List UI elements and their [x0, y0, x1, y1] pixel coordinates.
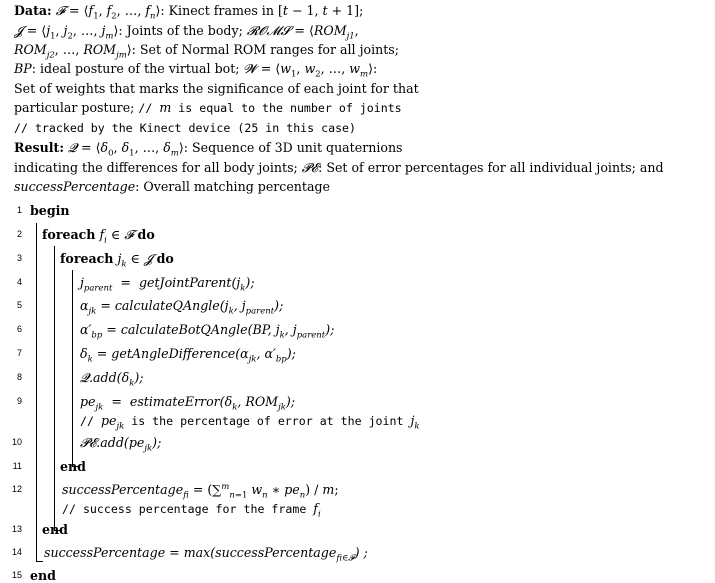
- data-line-3: $ROM_{j2}$, …, $ROM_{jm}⟩$: Set of Normal ROM ranges for all joints;: [14, 42, 399, 61]
- end-outer-foreach: end: [42, 522, 68, 537]
- line-number: 11: [12, 461, 22, 471]
- data-line-6: particular posture; // m is equal to the number of joints: [14, 100, 402, 115]
- algo-line-8: $𝓠.add(\delta_k)$;: [80, 370, 144, 389]
- foreach-joint-bar: [72, 270, 73, 467]
- line-number: 3: [16, 253, 22, 263]
- algo-line-10: $𝓟𝓔.add(pe_{jk})$;: [80, 435, 162, 454]
- foreach-frame-bar: [54, 246, 55, 531]
- begin-keyword: begin: [30, 203, 70, 218]
- line-number: 7: [16, 348, 22, 358]
- comment-line-12: // success percentage for the frame $f_i$: [62, 501, 321, 520]
- line-number: 10: [11, 437, 22, 447]
- begin-block-bar: [36, 223, 37, 562]
- algo-line-14: successPercentage = max(successPercentage$_{fi\in 𝓕}$) ;: [44, 545, 368, 564]
- foreach-joint-line: foreach $j_k$ ∈ 𝓙 do: [60, 251, 174, 270]
- end-begin: end: [30, 568, 56, 583]
- data-line-1: Data: 𝓕 = $⟨f_1$, $f_2$, …, $f_n⟩$: Kinect frames in [t − 1, t + 1];: [14, 3, 364, 22]
- line-number: 14: [11, 547, 22, 557]
- line-number: 1: [16, 205, 22, 215]
- algo-line-12: successPercentage$_{fi}$ = (∑$^m_{n=1}$ $w_n$ ∗ $pe_n$) / m;: [62, 481, 339, 501]
- line-number: 9: [16, 396, 22, 406]
- line-number: 6: [16, 324, 22, 334]
- line-number: 13: [11, 524, 22, 534]
- data-line-5: Set of weights that marks the significance of each joint for that: [14, 81, 419, 96]
- algo-line-9: $pe_{jk}$ = $estimateError(\delta_k$, $ROM_{jk}$);: [80, 394, 296, 413]
- data-line-7: // tracked by the Kinect device (25 in this case): [14, 121, 357, 135]
- result-line-1: Result: 𝓠 = $⟨\delta_0$, $\delta_1$, …, $\delta_m⟩$: Sequence of 3D unit quaternions: [14, 140, 403, 159]
- result-line-2: indicating the differences for all body joints; 𝓟𝓔: Set of error percentages for all individual joints; and: [14, 160, 664, 175]
- algo-line-7: $\delta_k$ = $getAngleDifference(\alpha_{jk}$, $\alpha'_{bp}$);: [80, 346, 296, 365]
- algo-line-5: $\alpha_{jk}$ = $calculateQAngle(j_k$, $j_{parent}$);: [80, 298, 284, 317]
- begin-block-hook: [36, 561, 43, 562]
- foreach-frame-line: foreach $f_i$ ∈ 𝓕 do: [42, 227, 155, 246]
- line-number: 15: [11, 570, 22, 580]
- result-line-3: successPercentage: Overall matching percentage: [14, 179, 330, 194]
- line-number: 2: [16, 229, 22, 239]
- algo-line-4: $j_{parent}$ = $getJointParent(j_k)$;: [80, 275, 255, 294]
- data-line-4: BP: ideal posture of the virtual bot; 𝓦 = $⟨w_1$, $w_2$, …, $w_m⟩$:: [14, 61, 378, 80]
- line-number: 5: [16, 300, 22, 310]
- data-line-2: 𝓙 = $⟨j_1$, $j_2$, …, $j_m⟩$: Joints of the body; 𝓡𝓞𝓜𝓢 = $⟨ROM_{j1}$,: [14, 23, 359, 42]
- comment-line-9: // $pe_{jk}$ is the percentage of error at the joint $j_k$: [80, 413, 420, 432]
- algo-line-6: $\alpha'_{bp}$ = calculateBotQAngle(BP, $j_k$, $j_{parent}$);: [80, 322, 335, 341]
- line-number: 12: [11, 484, 22, 494]
- end-inner-foreach: end: [60, 459, 86, 474]
- line-number: 4: [16, 277, 22, 287]
- line-number: 8: [16, 372, 22, 382]
